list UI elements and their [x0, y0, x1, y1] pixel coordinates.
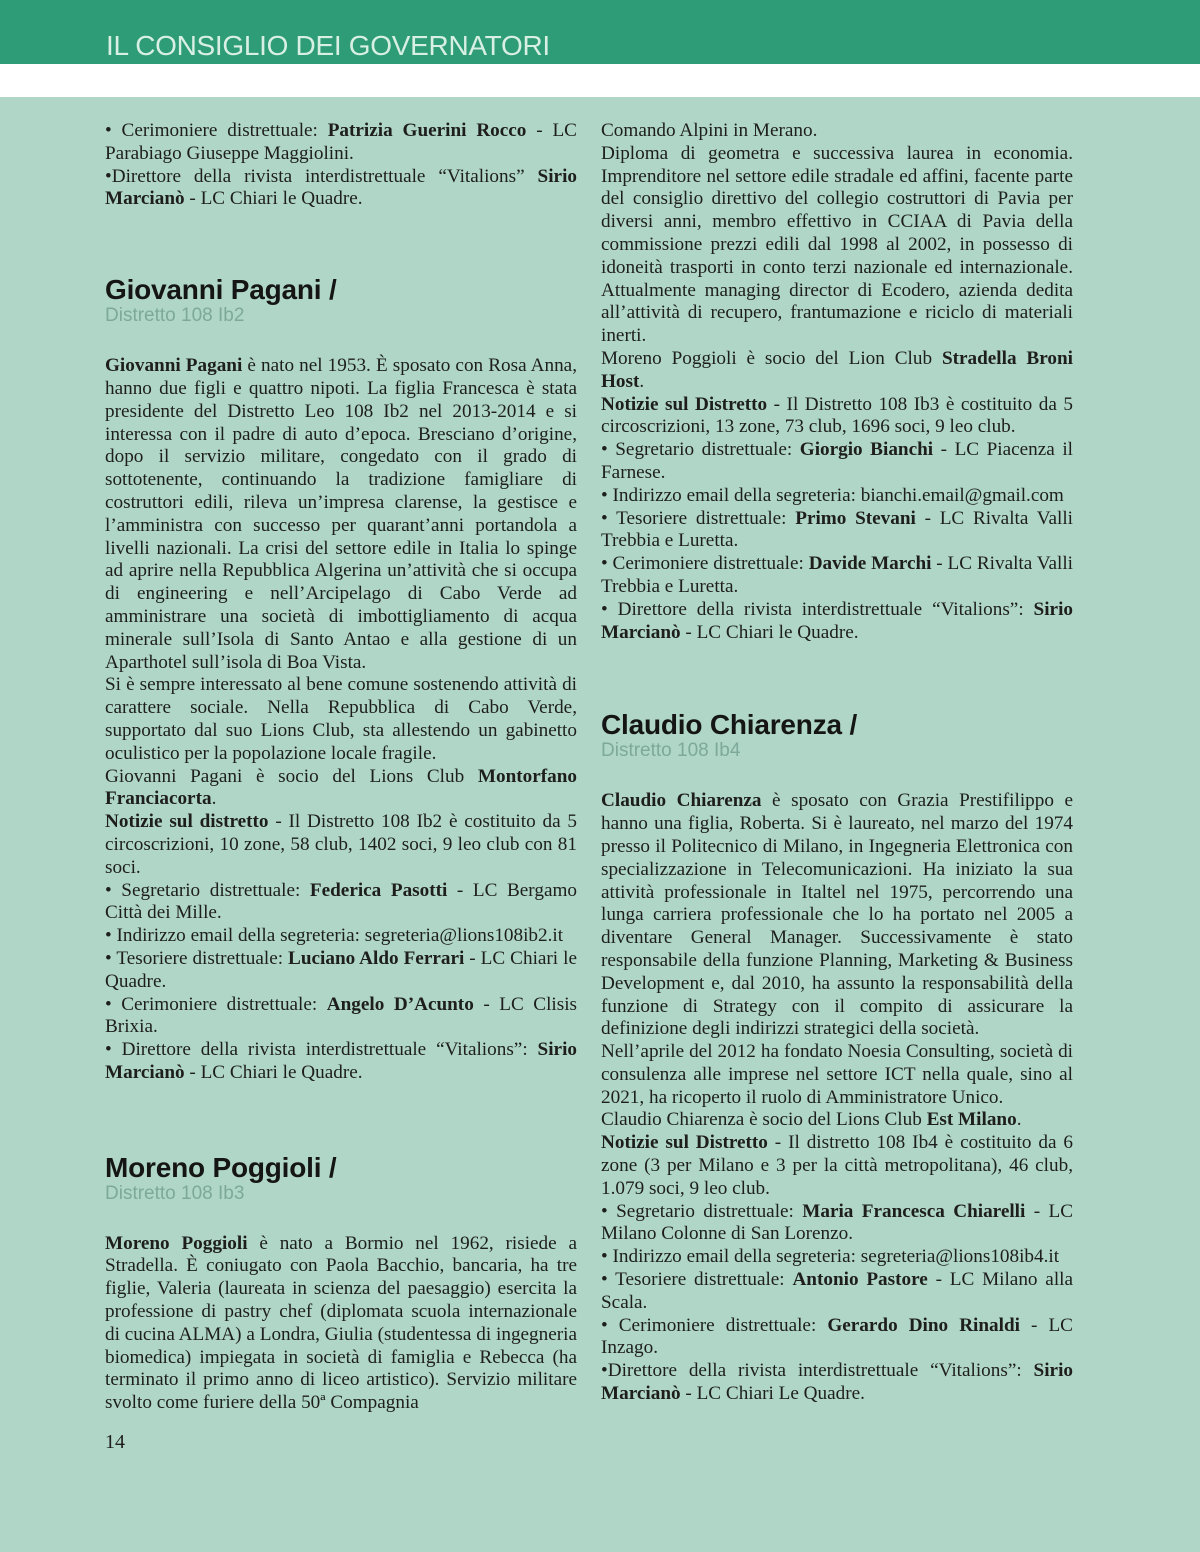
club-paragraph: Giovanni Pagani è socio del Lions Club Montorfano Franciacorta. — [105, 765, 577, 810]
bio-paragraph: Claudio Chiarenza è sposato con Grazia Prestifilippo e hanno una figlia, Roberta. Si è laureato, nel marzo del 1974 presso il Politecnico di Milano, in Ingegneria Elettronica con specializzazione in Telecomunicazioni. Ha iniziato la sua attività professionale in Italtel nel 1975, percorrendo una lunga carriera professionale che lo ha portato nel 2005 a diventare General Manager. Successivamente è stato responsabile della funzione Planning, Marketing & Business Development e, dal 2010, ha assunto la responsabilità della funzione di Strategy con il compito di assicurare la definizione degli indirizzi strategici della società. — [601, 790, 1074, 1040]
treasurer-line: • Tesoriere distrettuale: Antonio Pastore - LC Milano alla Scala. — [601, 1269, 1073, 1313]
email-line: • Indirizzo email della segreteria: segreteria@lions108ib2.it — [105, 925, 564, 947]
district-notes: Notizie sul distretto - Il Distretto 108 Ib2 è costituito da 5 circoscrizioni, 10 zone, 58 club, 1402 soci, 9 leo club con 81 soci. — [105, 811, 577, 878]
ceremonial-line: • Cerimoniere distrettuale: Davide Marchi - LC Rivalta Valli Trebbia e Luretta. — [601, 553, 1073, 597]
bio-paragraph: Nell’aprile del 2012 ha fondato Noesia Consulting, società di consulenza alle imprese nel settore ICT nella quale, sino al 2021, ha ricoperto il ruolo di Amministratore Unico. — [601, 1041, 1073, 1108]
left-column — [105, 120, 577, 1415]
ceremonial-line: • Cerimoniere distrettuale: Gerardo Dino Rinaldi - LC Inzago. — [601, 1314, 1073, 1359]
bio-paragraph: Si è sempre interessato al bene comune sostenendo attività di carattere sociale. Nella Repubblica di Cabo Verde, supportato dal suo Lions Club, sta allestendo un gabinetto oculistico per la popolazione locale fragile. — [105, 674, 577, 764]
treasurer-line: • Tesoriere distrettuale: Luciano Aldo Ferrari - LC Chiari le Quadre. — [105, 947, 577, 992]
club-paragraph: Claudio Chiarenza è socio del Lions Club Est Milano. — [601, 1109, 1022, 1131]
page-number: 14 — [105, 1431, 125, 1453]
director-line: • Direttore della rivista interdistrettuale “Vitalions”: Sirio Marcianò - LC Chiari le Quadre. — [105, 1039, 577, 1083]
club-paragraph: Moreno Poggioli è socio del Lion Club Stradella Broni Host. — [601, 347, 1073, 392]
bio-paragraph: Comando Alpini in Merano. — [601, 120, 818, 141]
district-notes: Notizie sul Distretto - Il Distretto 108 Ib3 è costituito da 5 circoscrizioni, 13 zone, 73 club, 1696 soci, 9 leo club. — [601, 393, 1073, 438]
district-label: Distretto 108 Ib3 — [105, 1182, 245, 1204]
heading-moreno-poggioli: Moreno Poggioli / — [105, 1151, 337, 1183]
intro-director: •Direttore della rivista interdistrettuale “Vitalions” Sirio Marcianò - LC Chiari le Quadre. — [105, 165, 577, 210]
director-line: •Direttore della rivista interdistrettuale “Vitalions”: Sirio Marcianò - LC Chiari Le Quadre. — [601, 1360, 1073, 1405]
email-line: • Indirizzo email della segreteria: bianchi.email@gmail.com — [601, 484, 1064, 506]
director-line: • Direttore della rivista interdistrettuale “Vitalions”: Sirio Marcianò - LC Chiari le Quadre. — [601, 598, 1073, 643]
bio-paragraph: Moreno Poggioli è nato a Bormio nel 1962, risiede a Stradella. È coniugato con Paola Bacchio, bancaria, ha tre figlie, Valeria (laureata in scienza del paesaggio) esercita la professione di pastry chef (diplomata scuola internazionale di cucina ALMA) a Londra, Giulia (studentessa di ingegneria biomedica) impiegata in società di famiglia e Rebecca (ha terminato il primo anno di liceo artistico). Servizio militare svolto come furiere della 50ª Compagnia — [105, 1232, 577, 1414]
district-label: Distretto 108 Ib2 — [105, 305, 245, 327]
secretary-line: • Segretario distrettuale: Giorgio Bianchi - LC Piacenza il Farnese. — [601, 439, 1074, 483]
secretary-line: • Segretario distrettuale: Federica Pasotti - LC Bergamo Città dei Mille. — [105, 879, 577, 924]
right-column — [601, 120, 1073, 1406]
treasurer-line: • Tesoriere distrettuale: Primo Stevani - LC Rivalta Valli Trebbia e Luretta. — [601, 507, 1073, 552]
heading-claudio-chiarenza: Claudio Chiarenza / — [601, 709, 858, 741]
secretary-line: • Segretario distrettuale: Maria Francesca Chiarelli - LC Milano Colonne di San Lorenzo. — [601, 1200, 1073, 1245]
intro-ceremonial: • Cerimoniere distrettuale: Patrizia Guerini Rocco - LC Parabiago Giuseppe Maggiolini. — [105, 120, 577, 164]
district-notes: Notizie sul Distretto - Il distretto 108 Ib4 è costituito da 6 zone (3 per Milano e 3 per la città metropolitana), 46 club, 1.079 soci, 9 leo club. — [601, 1132, 1073, 1199]
page-header-title: IL CONSIGLIO DEI GOVERNATORI — [106, 30, 550, 61]
ceremonial-line: • Cerimoniere distrettuale: Angelo D’Acunto - LC Clisis Brixia. — [105, 993, 577, 1038]
heading-giovanni-pagani: Giovanni Pagani / — [105, 274, 337, 306]
header-divider — [0, 64, 1200, 97]
email-line: • Indirizzo email della segreteria: segreteria@lions108ib4.it — [601, 1246, 1060, 1268]
bio-paragraph: Diploma di geometra e successiva laurea in economia. Imprenditore nel settore edile stradale ed affini, facente parte del consiglio direttivo del collegio costruttori di Pavia per diversi anni, membro effettivo in CCIAA di Pavia della commissione prezzi edili dal 1998 al 2002, in possesso di idoneità trasporti in conto terzi nazionale ed internazionale. Attualmente managing director di Ecodero, azienda dedita all’attività di recupero, frantumazione e riciclo di materiali inerti. — [601, 142, 1073, 347]
bio-paragraph: Giovanni Pagani è nato nel 1953. È sposato con Rosa Anna, hanno due figli e quattro nipoti. La figlia Francesca è stata presidente del Distretto Leo 108 Ib2 nel 2013-2014 e si interessa con il padre di auto d’epoca. Bresciano d’origine, dopo il servizio militare, congedato con il grado di sottotenente, continuando la tradizione famigliare di costruttori edili, rileva un’impresa clarense, la gestisce e l’amministra con successo per quarant’anni portandola a livelli nazionali. La crisi del settore edile in Italia lo spinge ad aprire nella Repubblica Algerina un’attività che si occupa di engineering e nell’Arcipelago di Cabo Verde ad amministrare una società di imbottigliamento di acqua minerale sull’Isola di Santo Antao e alla gestione di un Aparthotel sull’isola di Boa Vista. — [105, 355, 577, 673]
district-label: Distretto 108 Ib4 — [601, 740, 741, 762]
